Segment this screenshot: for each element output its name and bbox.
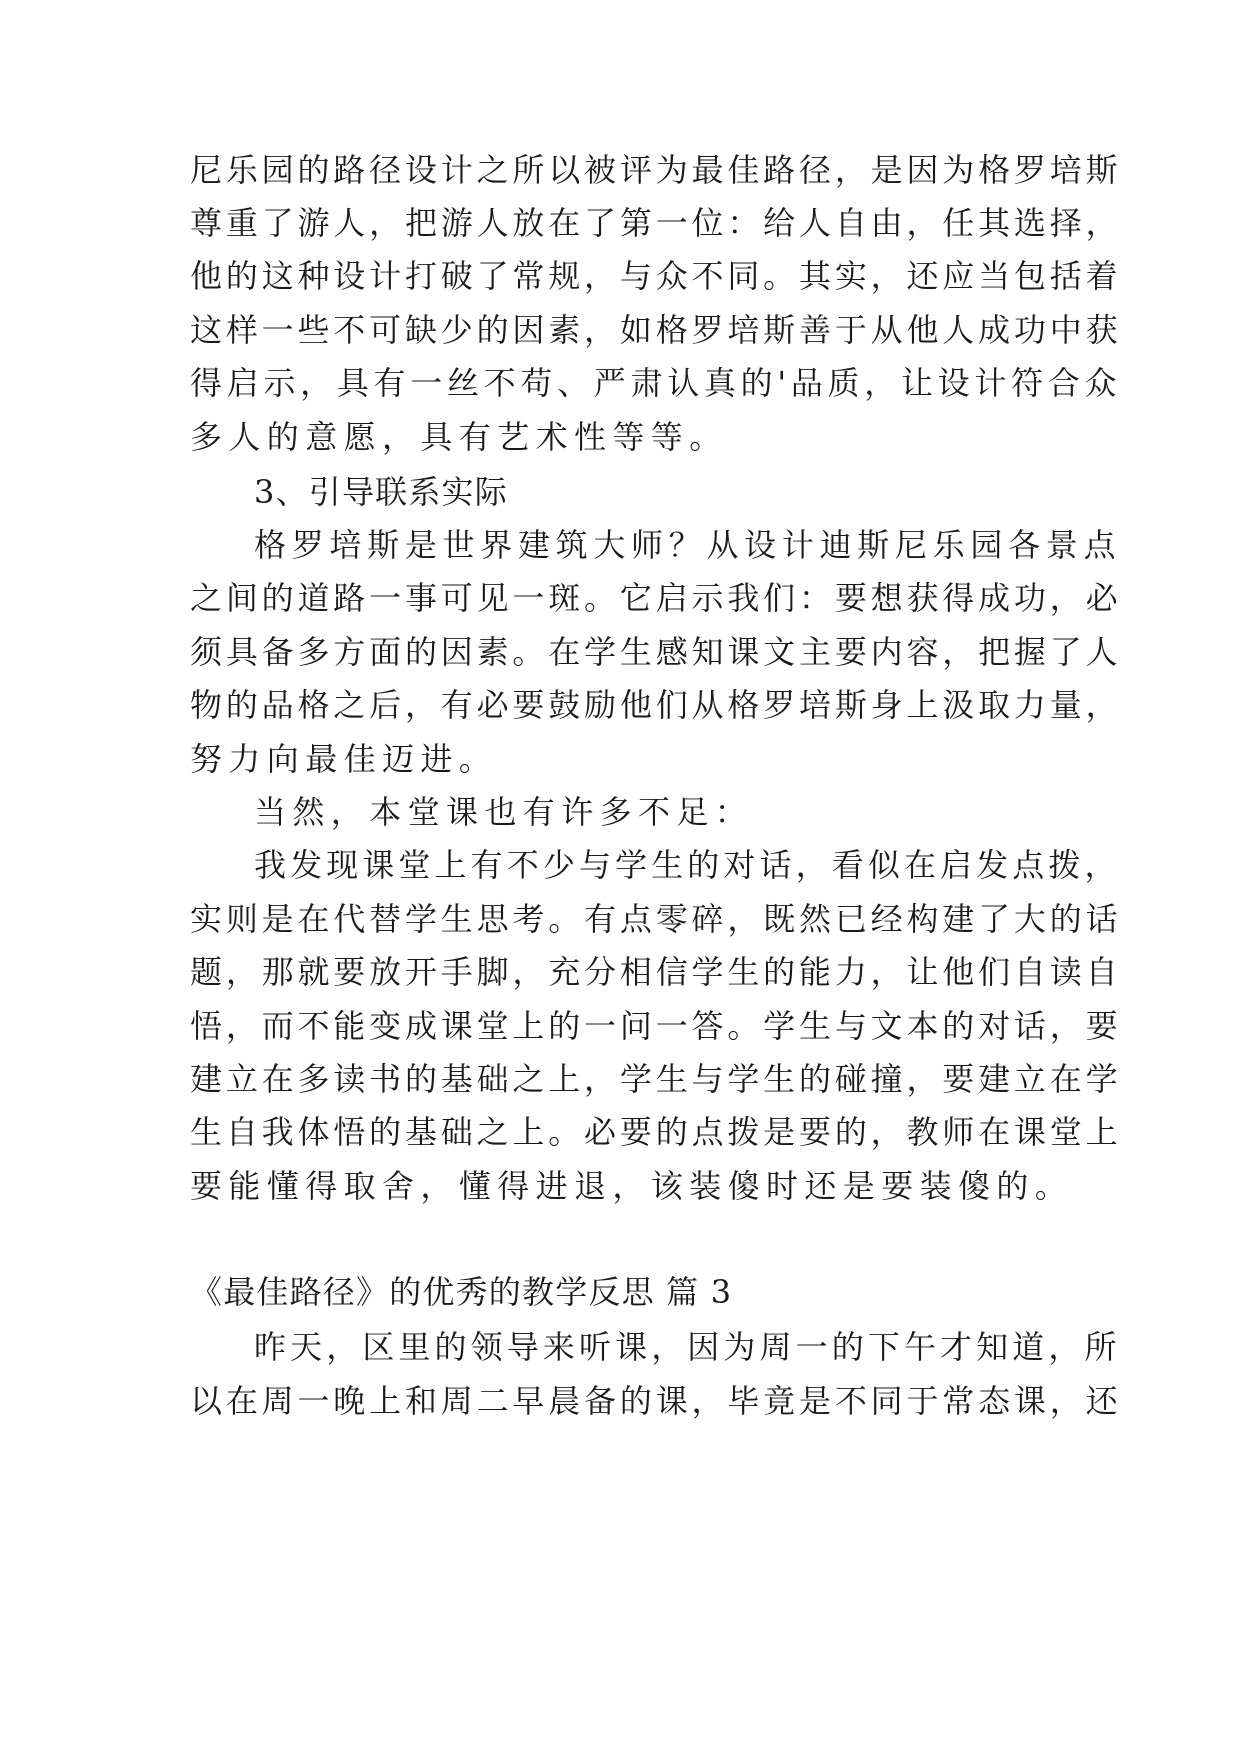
body-line: 悟，而不能变成课堂上的一问一答。学生与文本的对话，要	[190, 1007, 1122, 1045]
body-line: 昨天，区里的领导来听课，因为周一的下午才知道，所	[254, 1328, 1121, 1366]
body-line: 努力向最佳迈进。	[190, 740, 498, 778]
body-line: 我发现课堂上有不少与学生的对话，看似在启发点拨，	[254, 846, 1121, 884]
body-line: 须具备多方面的因素。在学生感知课文主要内容，把握了人	[190, 633, 1122, 671]
section-title: 《最佳路径》的优秀的教学反思 篇 3	[190, 1273, 733, 1311]
body-line: 尊重了游人，把游人放在了第一位：给人自由，任其选择，	[190, 204, 1122, 242]
body-line: 要能懂得取舍，懂得进退，该装傻时还是要装傻的。	[190, 1167, 1074, 1205]
body-line: 题，那就要放开手脚，充分相信学生的能力，让他们自读自	[190, 953, 1122, 991]
body-line: 多人的意愿，具有艺术性等等。	[190, 418, 728, 456]
body-line: 格罗培斯是世界建筑大师？从设计迪斯尼乐园各景点	[254, 526, 1122, 564]
body-line: 实则是在代替学生思考。有点零碎，既然已经构建了大的话	[190, 900, 1122, 938]
body-line: 建立在多读书的基础之上，学生与学生的碰撞，要建立在学	[190, 1060, 1122, 1098]
body-line: 这样一些不可缺少的因素，如格罗培斯善于从他人成功中获	[190, 311, 1122, 349]
body-line: 生自我体悟的基础之上。必要的点拨是要的，教师在课堂上	[190, 1113, 1122, 1151]
body-line: 以在周一晚上和周二早晨备的课，毕竟是不同于常态课，还	[190, 1382, 1122, 1420]
item-heading: 3、引导联系实际	[254, 473, 508, 511]
body-line: 之间的道路一事可见一斑。它启示我们：要想获得成功，必	[190, 579, 1122, 617]
body-line: 物的品格之后，有必要鼓励他们从格罗培斯身上汲取力量，	[190, 686, 1122, 724]
body-line: 他的这种设计打破了常规，与众不同。其实，还应当包括着	[190, 257, 1122, 295]
body-line: 得启示，具有一丝不苟、严肃认真的'品质，让设计符合众	[190, 364, 1122, 402]
body-line: 尼乐园的路径设计之所以被评为最佳路径，是因为格罗培斯	[190, 151, 1122, 189]
body-line: 当然，本堂课也有许多不足：	[254, 793, 754, 831]
